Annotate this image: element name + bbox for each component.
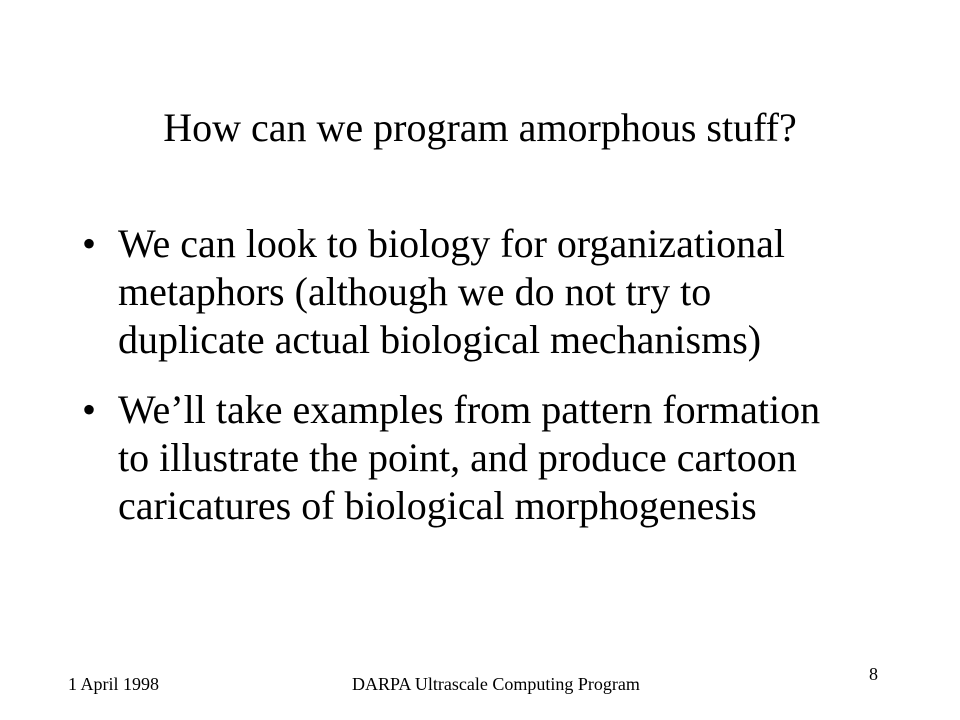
bullet-item-organizational-metaphors (78, 220, 918, 364)
bullet-line: caricatures of biological morphogenesis (118, 483, 757, 528)
bullet-text (118, 386, 918, 530)
bullet-line: metaphors (although we do not try to (118, 269, 712, 314)
bullet-line: duplicate actual biological mechanisms) (118, 317, 762, 362)
bullet-item-pattern-formation (78, 386, 918, 530)
bullet-line: to illustrate the point, and produce cartoon (118, 435, 797, 480)
footer-date: 1 April 1998 (68, 674, 160, 694)
bullet-marker: • (82, 387, 97, 432)
bullet-line: We can look to biology for organizational (118, 221, 785, 266)
bullet-line: We’ll take examples from pattern formation (118, 387, 821, 432)
bullet-marker: • (82, 221, 97, 266)
slide-title: How can we program amorphous stuff? (163, 105, 797, 150)
bullet-list (78, 220, 918, 552)
page-number: 8 (869, 664, 878, 684)
bullet-text (118, 220, 918, 364)
footer-program: DARPA Ultrascale Computing Program (352, 674, 640, 694)
